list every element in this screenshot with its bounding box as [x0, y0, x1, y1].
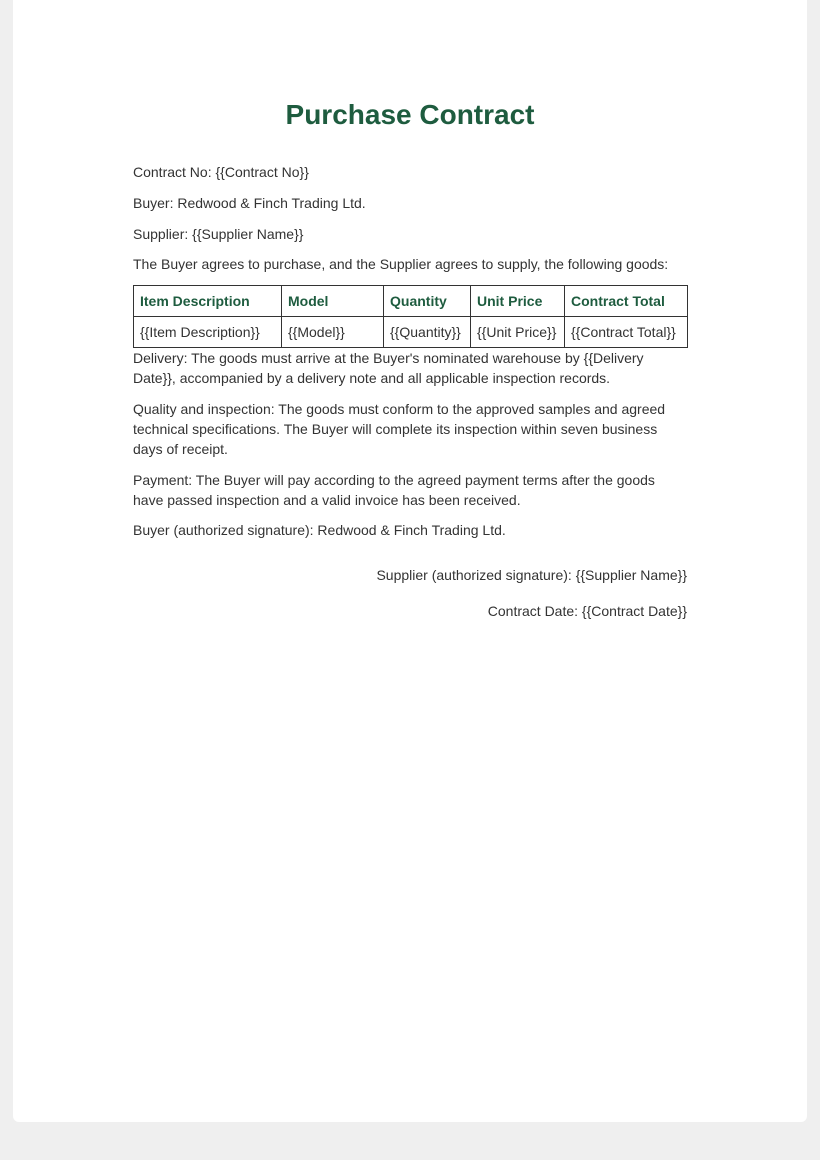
document-page [13, 0, 807, 1122]
supplier-line: Supplier: {{Supplier Name}} [133, 226, 304, 242]
intro-paragraph: The Buyer agrees to purchase, and the Supplier agrees to supply, the following goods: [133, 256, 669, 272]
buyer-line: Buyer: Redwood & Finch Trading Ltd. [133, 195, 366, 211]
cell-quantity: {{Quantity}} [384, 317, 471, 348]
supplier-signature: Supplier (authorized signature): {{Supplier Name}} [376, 567, 687, 583]
table-header-row [134, 286, 688, 317]
table-row [134, 317, 688, 348]
contract-number: Contract No: {{Contract No}} [133, 164, 309, 180]
cell-item-description: {{Item Description}} [134, 317, 282, 348]
header-contract-total: Contract Total [565, 286, 688, 317]
goods-table [133, 285, 688, 348]
header-quantity: Quantity [384, 286, 471, 317]
document-title: Purchase Contract [285, 99, 535, 130]
buyer-signature: Buyer (authorized signature): Redwood & Finch Trading Ltd. [133, 522, 506, 538]
quality-clause: Quality and inspection: The goods must conform to the approved samples and agreed technical specifications. The Buyer will complete its inspection within seven business days of receipt. [133, 401, 666, 457]
cell-contract-total: {{Contract Total}} [565, 317, 688, 348]
payment-clause: Payment: The Buyer will pay according to the agreed payment terms after the goods have passed inspection and a valid invoice has been received. [133, 472, 655, 508]
document-content [133, 98, 687, 621]
contract-date: Contract Date: {{Contract Date}} [487, 603, 687, 619]
delivery-clause: Delivery: The goods must arrive at the Buyer's nominated warehouse by {{Delivery Date}}, accompanied by a delivery note and all applicable inspection records. [133, 350, 644, 386]
header-unit-price: Unit Price [471, 286, 565, 317]
cell-unit-price: {{Unit Price}} [471, 317, 565, 348]
header-item-description: Item Description [134, 286, 282, 317]
cell-model: {{Model}} [282, 317, 384, 348]
header-model: Model [282, 286, 384, 317]
